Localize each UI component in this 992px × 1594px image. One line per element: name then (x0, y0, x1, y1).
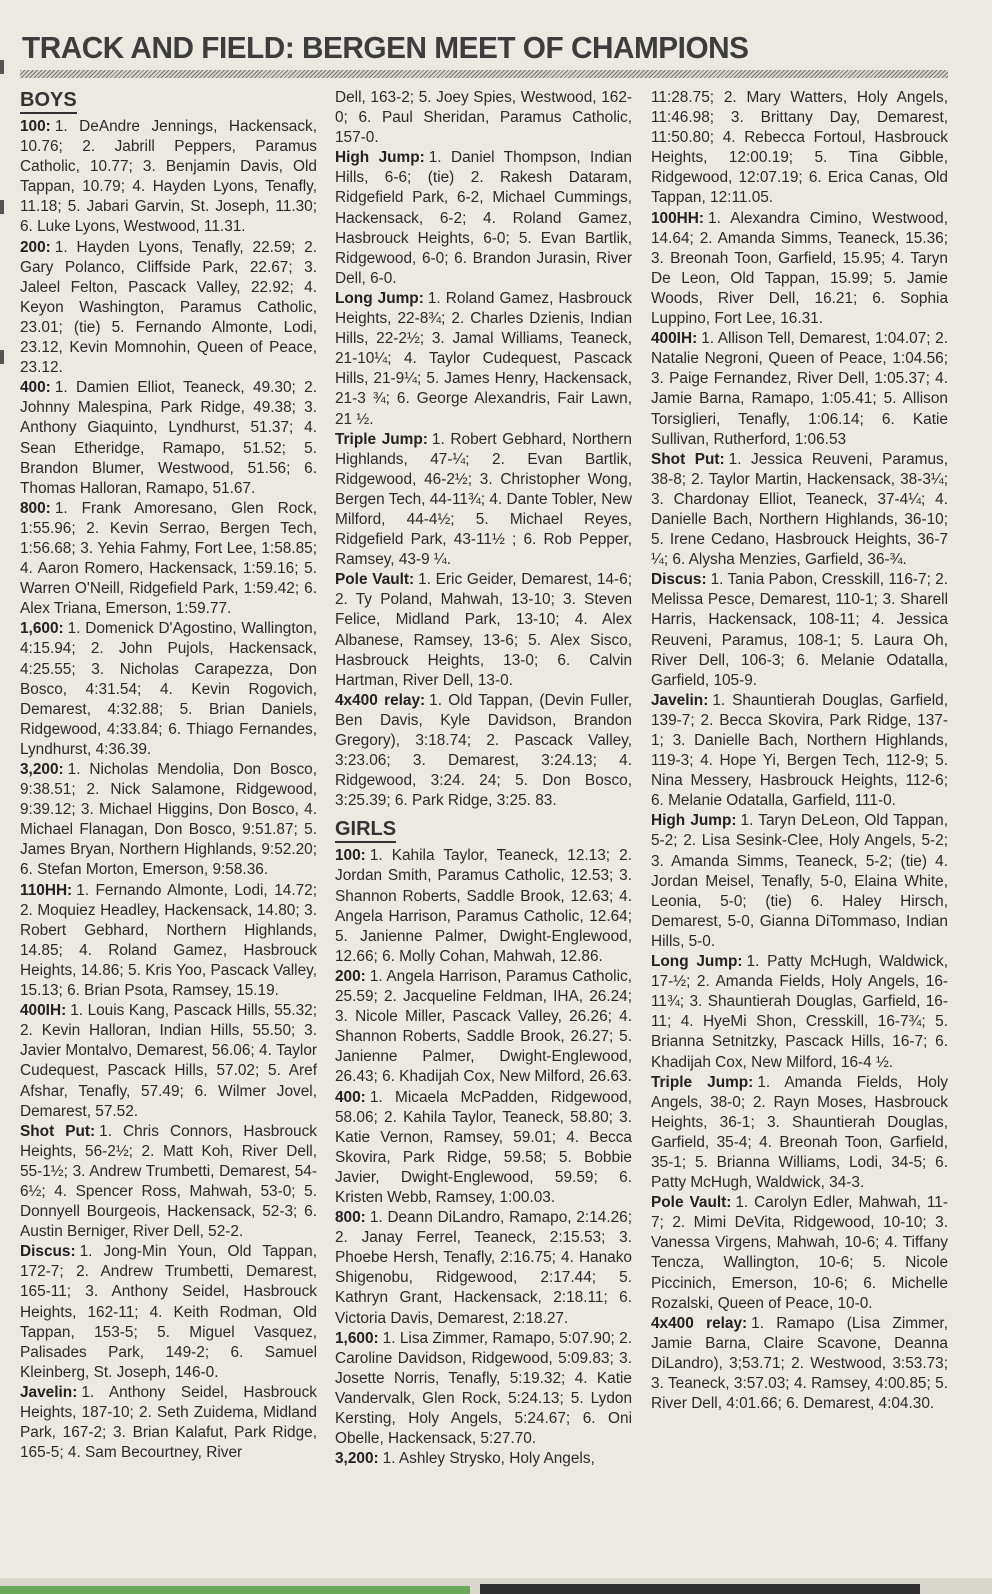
headline-rule (20, 70, 948, 78)
event-results: 1. Kahila Taylor, Teaneck, 12.13; 2. Jordan Smith, Paramus Catholic, 12.53; 3. Shannon Roberts, Saddle Brook, 12.63; 4. Angela Harrison, Paramus Catholic, 12.64; 5. Janienne Palmer, Dwight-Englewood, 12.66; 6. Molly Cohan, Mahwah, 12.86. (335, 847, 632, 965)
column-3 (651, 88, 948, 1414)
event-name: Discus: (651, 571, 707, 589)
next-headline-bar (480, 1584, 920, 1594)
event-results: 1. Eric Geider, Demarest, 14-6; 2. Ty Poland, Mahwah, 13-10; 3. Steven Felice, Midland Park, 13-10; 4. Alex Albanese, Ramsey, 13-6; 5. Alex Sisco, Hasbrouck Heights, 13-0; 6. Calvin Hartman, River Dell, 13-0. (335, 571, 632, 689)
event-name: Discus: (20, 1243, 76, 1261)
event-results: 1. Taryn DeLeon, Old Tappan, 5-2; 2. Lisa Sesink-Clee, Holy Angels, 5-2; 3. Amanda Simms, Teaneck, 5-2; (tie) 4. Jordan Meisel, Tenafly, 5-0, Elaina White, Leonia, 5-0; (tie) 6. Haley Hirsch, Demarest, 5-0, Gianna DiTommaso, Indian Hills, 5-0. (651, 812, 948, 950)
event-name: Triple Jump: (651, 1073, 754, 1091)
page-title: TRACK AND FIELD: BERGEN MEET OF CHAMPIONS (22, 30, 749, 65)
event-name: Long Jump: (651, 953, 743, 971)
result-boys-110hh (20, 881, 317, 1002)
result-girls-800 (335, 1208, 632, 1329)
result-boys-high-jump (335, 148, 632, 289)
event-results: 1. Ashley Strysko, Holy Angels, (382, 1450, 595, 1468)
result-girls-400ih (651, 329, 948, 450)
event-results: 1. Alexandra Cimino, Westwood, 14.64; 2. Amanda Simms, Teaneck, 15.36; 3. Breonah Toon, Garfield, 15.95; 4. Taryn De Leon, Old Tappan, 15.99; 5. Jamie Woods, River Dell, 16.21; 6. Sophia Luppino, Fort Lee, 16.31. (651, 209, 948, 328)
result-boys-pole-vault (335, 570, 632, 691)
result-girls-pole-vault (651, 1193, 948, 1314)
event-results: 1. Ramapo (Lisa Zimmer, Jamie Barna, Claire Scavone, Deanna DiLandro), 3;53.71; 2. Westwood, 3:53.73; 3. Teaneck, 3:57.03; 4. Ramsey, 4:00.85; 5. River Dell, 4:01.66; 6. Demarest, 4:04.30. (651, 1314, 948, 1413)
result-boys-200 (20, 238, 317, 379)
event-name: 4x400 relay: (651, 1314, 748, 1332)
result-girls-200 (335, 967, 632, 1088)
event-name: Long Jump: (335, 289, 424, 307)
event-name: Shot Put: (20, 1122, 96, 1140)
event-results: 1. Shauntierah Douglas, Garfield, 139-7; 2. Becca Skovira, Park Ridge, 137-1; 3. Danielle Bach, Northern Highlands, 119-3; 4. Hope Yi, Bergen Tech, 112-9; 5. Nina Messery, Hasbrouck Heights, 112-6; 6. Melanie Odatalla, Garfield, 111-0. (651, 691, 948, 810)
result-girls-100 (335, 846, 632, 967)
result-boys-javelin-continued (335, 88, 632, 148)
event-name: 3,200: (20, 761, 64, 778)
event-results: 1. Anthony Seidel, Hasbrouck Heights, 187-10; 2. Seth Zuidema, Midland Park, 167-2; 3. Brian Kalafut, Park Ridge, 165-5; 4. Sam Becourtney, River (20, 1383, 317, 1462)
event-name: 200: (20, 238, 51, 256)
result-boys-javelin (20, 1383, 317, 1463)
event-name: 110HH: (20, 881, 73, 899)
section-heading-boys: BOYS (20, 88, 77, 114)
event-results: 1. Nicholas Mendolia, Don Bosco, 9:38.51; 2. Nick Salamone, Ridgewood, 9:39.12; 3. Michael Higgins, Don Bosco, 4. Michael Flanagan, Don Bosco, 9:51.87; 5. James Bryan, Northern Highlands, 9:52.20; 6. Stefan Morton, Emerson, 9:58.36. (20, 761, 317, 879)
event-results: 1. Allison Tell, Demarest, 1:04.07; 2. Natalie Negroni, Queen of Peace, 1:04.56; 3. Paige Fernandez, River Dell, 1:05.37; 4. Jamie Barna, Ramapo, 1:05.41; 5. Allison Torsiglieri, Tenafly, 1:06.14; 6. Katie Sullivan, Rutherford, 1:06.53 (651, 330, 948, 448)
result-boys-100 (20, 117, 317, 238)
event-results: 11:28.75; 2. Mary Watters, Holy Angels, 11:46.98; 3. Brittany Day, Demarest, 11:50.80; 4. Rebecca Fortoul, Hasbrouck Heights, 12:00.19; 5. Tina Gibble, Ridgewood, 12:07.19; 6. Erica Canas, Old Tappan, 12:11.05. (651, 89, 948, 207)
result-boys-400ih (20, 1001, 317, 1122)
event-results: 1. Angela Harrison, Paramus Catholic, 25.59; 2. Jacqueline Feldman, IHA, 26.24; 3. Nicole Miller, Pascack Valley, 26.26; 4. Shannon Roberts, Saddle Brook, 26.27; 5. Janienne Palmer, Dwight-Englewood, 26.43; 6. Khadijah Cox, New Milford, 26.63. (335, 967, 632, 1086)
result-girls-100hh (651, 209, 948, 330)
event-name: 1,600: (335, 1329, 379, 1347)
event-results: 1. Amanda Fields, Holy Angels, 38-0; 2. Rayn Moses, Hasbrouck Heights, 36-1; 3. Shauntierah Douglas, Garfield, 35-4; 4. Breonah Toon, Garfield, 35-1; 5. Brianna Williams, Lodi, 34-5; 6. Patty McHugh, Waldwick, 34-3. (651, 1073, 948, 1192)
event-name: 3,200: (335, 1450, 379, 1468)
result-girls-1600 (335, 1329, 632, 1450)
event-results: 1. Domenick D'Agostino, Wallington, 4:15.94; 2. John Pujols, Hackensack, 4:25.55; 3. Nicholas Carapezza, Don Bosco, 4:31.54; 4. Kevin Rogovich, Demarest, 4:32.88; 5. Brian Daniels, Ridgewood, 4:33.84; 6. Thiago Fernandes, Lyndhurst, 4:36.39. (20, 620, 317, 758)
result-girls-400 (335, 1088, 632, 1209)
event-name: Javelin: (20, 1383, 78, 1401)
column-1 (20, 88, 317, 1463)
event-name: High Jump: (651, 812, 737, 830)
event-results: Dell, 163-2; 5. Joey Spies, Westwood, 162-0; 6. Paul Sheridan, Paramus Catholic, 157-0. (335, 89, 632, 147)
result-boys-discus (20, 1242, 317, 1383)
page-edge-mark (0, 200, 4, 214)
event-results: 1. Old Tappan, (Devin Fuller, Ben Davis, Kyle Davidson, Brandon Gregory), 3:18.74; 2. Pascack Valley, 3:23.06; 3. Demarest, 3:24.13; 4. Ridgewood, 3:24. 24; 5. Don Bosco, 3:25.39; 6. Park Ridge, 3:25. 83. (335, 691, 632, 810)
event-results: 1. Robert Gebhard, Northern Highlands, 47-¼; 2. Evan Bartlik, Ridgewood, 46-2½; 3. Christopher Wong, Bergen Tech, 44-11¾; 4. Dante Tobler, New Milford, 44-4½; 5. Michael Reyes, Ridgefield Park, 43-11½ ; 6. Rob Pepper, Ramsey, 43-9 ¼. (335, 430, 632, 569)
result-boys-shot-put (20, 1122, 317, 1243)
event-name: 1,600: (20, 620, 64, 638)
event-results: 1. Roland Gamez, Hasbrouck Heights, 22-8¾; 2. Charles Dzienis, Indian Hills, 22-2½; 3. Jamal Williams, Teaneck, 21-10¼; 4. Taylor Cudequest, Pascack Hills, 21-9¼; 5. James Henry, Hackensack, 21-3 ¾; 6. George Alexandris, Fair Lawn, 21 ½. (335, 289, 632, 428)
event-name: 100: (20, 118, 51, 135)
event-name: 4x400 relay: (335, 691, 426, 709)
event-results: 1. Deann DiLandro, Ramapo, 2:14.26; 2. Janay Ferrel, Teaneck, 2:15.53; 3. Phoebe Hersh, Tenafly, 2:16.75; 4. Hanako Shigenobu, Ridgewood, 2:17.44; 5. Kathryn Grant, Hackensack, 2:18.11; 6. Victoria Davis, Demarest, 2:18.27. (335, 1209, 632, 1327)
result-girls-4x400 (651, 1314, 948, 1414)
result-girls-3200 (335, 1449, 632, 1469)
event-name: 400: (20, 379, 51, 397)
bottom-band (0, 1578, 992, 1594)
event-name: 100: (335, 847, 366, 865)
event-results: 1. Micaela McPadden, Ridgewood, 58.06; 2. Kahila Taylor, Teaneck, 58.80; 3. Katie Vernon, Ramsey, 59.01; 4. Becca Skovira, Park Ridge, 59.58; 5. Bobbie Javier, Dwight-Englewood, 59.59; 6. Kristen Webb, Ramsey, 1:00.03. (335, 1088, 632, 1206)
event-name: 100HH: (651, 209, 705, 227)
result-girls-high-jump (651, 811, 948, 952)
event-name: 800: (20, 499, 51, 517)
result-boys-3200 (20, 760, 317, 881)
result-girls-shot-put (651, 450, 948, 571)
event-name: Pole Vault: (651, 1194, 732, 1212)
event-name: Pole Vault: (335, 571, 415, 589)
event-name: High Jump: (335, 149, 425, 167)
result-girls-triple-jump (651, 1073, 948, 1194)
result-boys-triple-jump (335, 430, 632, 571)
result-boys-4x400 (335, 691, 632, 812)
event-results: 1. Jessica Reuveni, Paramus, 38-8; 2. Taylor Martin, Hackensack, 38-3¼; 3. Chardonay Elliot, Teaneck, 37-4¼; 4. Danielle Bach, Northern Highlands, 36-10; 5. Irene Cedano, Hasbrouck Heights, 36-7 ¼; 6. Alysha Menzies, Garfield, 36-¾. (651, 450, 948, 569)
event-name: 800: (335, 1209, 366, 1227)
event-name: 400: (335, 1088, 366, 1106)
event-results: 1. Hayden Lyons, Tenafly, 22.59; 2. Gary Polanco, Cliffside Park, 22.67; 3. Jaleel Felton, Pascack Valley, 22.92; 4. Keyon Washington, Paramus Catholic, 23.01; (tie) 5. Fernando Almonte, Lodi, 23.12, Kevin Momnohin, Queen of Peace, 23.12. (20, 238, 317, 377)
result-girls-3200-continued (651, 88, 948, 209)
page-edge-mark (0, 350, 4, 364)
event-results: 1. Lisa Zimmer, Ramapo, 5:07.90; 2. Caroline Davidson, Ridgewood, 5:09.83; 3. Josette Norris, Tenafly, 5:19.32; 4. Katie Vandervalk, Glen Rock, 5:24.13; 5. Lydon Kersting, Holy Angels, 5:24.67; 6. Oni Obelle, Hackensack, 5:27.70. (335, 1329, 632, 1448)
next-section-bar (0, 1586, 470, 1594)
event-name: 400IH: (20, 1002, 67, 1020)
event-name: 200: (335, 967, 366, 985)
event-results: 1. Tania Pabon, Cresskill, 116-7; 2. Melissa Pesce, Demarest, 110-1; 3. Sharell Harris, Hackensack, 108-11; 4. Jessica Reuveni, Paramus, 108-1; 5. Laura Oh, River Dell, 106-3; 6. Melanie Odatalla, Garfield, 105-9. (651, 571, 948, 689)
result-boys-1600 (20, 619, 317, 760)
event-results: 1. Chris Connors, Hasbrouck Heights, 56-2½; 2. Matt Koh, River Dell, 55-1½; 3. Andrew Trumbetti, Demarest, 54-6½; 4. Spencer Ross, Mahwah, 53-0; 5. Donnyell Bourgeois, Hackensack, 52-3; 6. Austin Berniger, River Dell, 52-2. (20, 1122, 317, 1241)
event-results: 1. Frank Amoresano, Glen Rock, 1:55.96; 2. Kevin Serrao, Bergen Tech, 1:56.68; 3. Yehia Fahmy, Fort Lee, 1:58.85; 4. Aaron Romero, Hackensack, 1:59.16; 5. Warren O'Neill, Ridgefield Park, 1:59.42; 6. Alex Triana, Emerson, 1:59.77. (20, 499, 317, 618)
result-girls-discus (651, 570, 948, 691)
event-results: 1. Damien Elliot, Teaneck, 49.30; 2. Johnny Malespina, Park Ridge, 49.38; 3. Anthony Giaquinto, Lyndhurst, 51.37; 4. Sean Etheridge, Ramapo, 51.52; 5. Brandon Blumer, Westwood, 51.56; 6. Thomas Halloran, Ramapo, 51.67. (20, 379, 317, 497)
result-boys-800 (20, 499, 317, 620)
event-results: 1. Patty McHugh, Waldwick, 17-½; 2. Amanda Fields, Holy Angels, 16-11¾; 3. Shauntierah Douglas, Garfield, 16-11; 4. HyeMi Shon, Cresskill, 16-7¾; 5. Brianna Setnitzky, Pascack Hills, 16-7; 6. Khadijah Cox, New Milford, 16-4 ½. (651, 953, 949, 1071)
result-girls-javelin (651, 691, 948, 812)
column-2 (335, 88, 632, 1469)
event-name: Javelin: (651, 691, 709, 709)
event-name: Shot Put: (651, 450, 725, 468)
section-heading-girls: GIRLS (335, 817, 396, 843)
event-results: 1. Fernando Almonte, Lodi, 14.72; 2. Moquiez Headley, Hackensack, 14.80; 3. Robert Gebhard, Northern Highlands, 14.85; 4. Roland Gamez, Hasbrouck Heights, 14.86; 5. Kris Yoo, Pascack Valley, 15.13; 6. Brian Psota, Ramsey, 15.19. (20, 881, 317, 1000)
result-girls-long-jump (651, 952, 948, 1073)
page-edge-mark (0, 60, 4, 74)
event-name: 400IH: (651, 330, 698, 348)
result-boys-400 (20, 378, 317, 499)
event-results: 1. DeAndre Jennings, Hackensack, 10.76; 2. Jabrill Peppers, Paramus Catholic, 10.77; 3. Benjamin Davis, Old Tappan, 10.79; 4. Hayden Lyons, Tenafly, 11.18; 5. Jabari Garvin, St. Joseph, 11.30; 6. Luke Lyons, Westwood, 11.31. (20, 118, 317, 236)
event-results: 1. Louis Kang, Pascack Hills, 55.32; 2. Kevin Halloran, Indian Hills, 55.50; 3. Javier Montalvo, Demarest, 56.06; 4. Taylor Cudequest, Pascack Hills, 57.02; 5. Aref Afshar, Tenafly, 57.49; 6. Wilmer Jovel, Demarest, 57.52. (20, 1002, 317, 1120)
event-results: 1. Jong-Min Youn, Old Tappan, 172-7; 2. Andrew Trumbetti, Demarest, 165-11; 3. Anthony Seidel, Hasbrouck Heights, 162-11; 4. Keith Rodman, Old Tappan, 153-5; 5. Miguel Vasquez, Palisades Park, 149-2; 6. Samuel Kleinberg, St. Joseph, 146-0. (20, 1243, 317, 1381)
result-boys-long-jump (335, 289, 632, 430)
event-results: 1. Carolyn Edler, Mahwah, 11-7; 2. Mimi DeVita, Ridgewood, 10-10; 3. Vanessa Virgens, Mahwah, 10-6; 4. Tiffany Tencza, Wallington, 10-6; 5. Nicole Piccinich, Emerson, 10-6; 6. Michelle Rozalski, Queen of Peace, 10-0. (651, 1194, 948, 1312)
event-name: Triple Jump: (335, 430, 428, 448)
event-results: 1. Daniel Thompson, Indian Hills, 6-6; (tie) 2. Rakesh Dataram, Ridgefield Park, 6-2, Michael Cummings, Hackensack, 6-2; 4. Roland Gamez, Hasbrouck Heights, 6-0; 5. Evan Bartlik, Ridgewood, 6-0; 6. Brandon Jurasin, River Dell, 6-0. (335, 149, 632, 287)
